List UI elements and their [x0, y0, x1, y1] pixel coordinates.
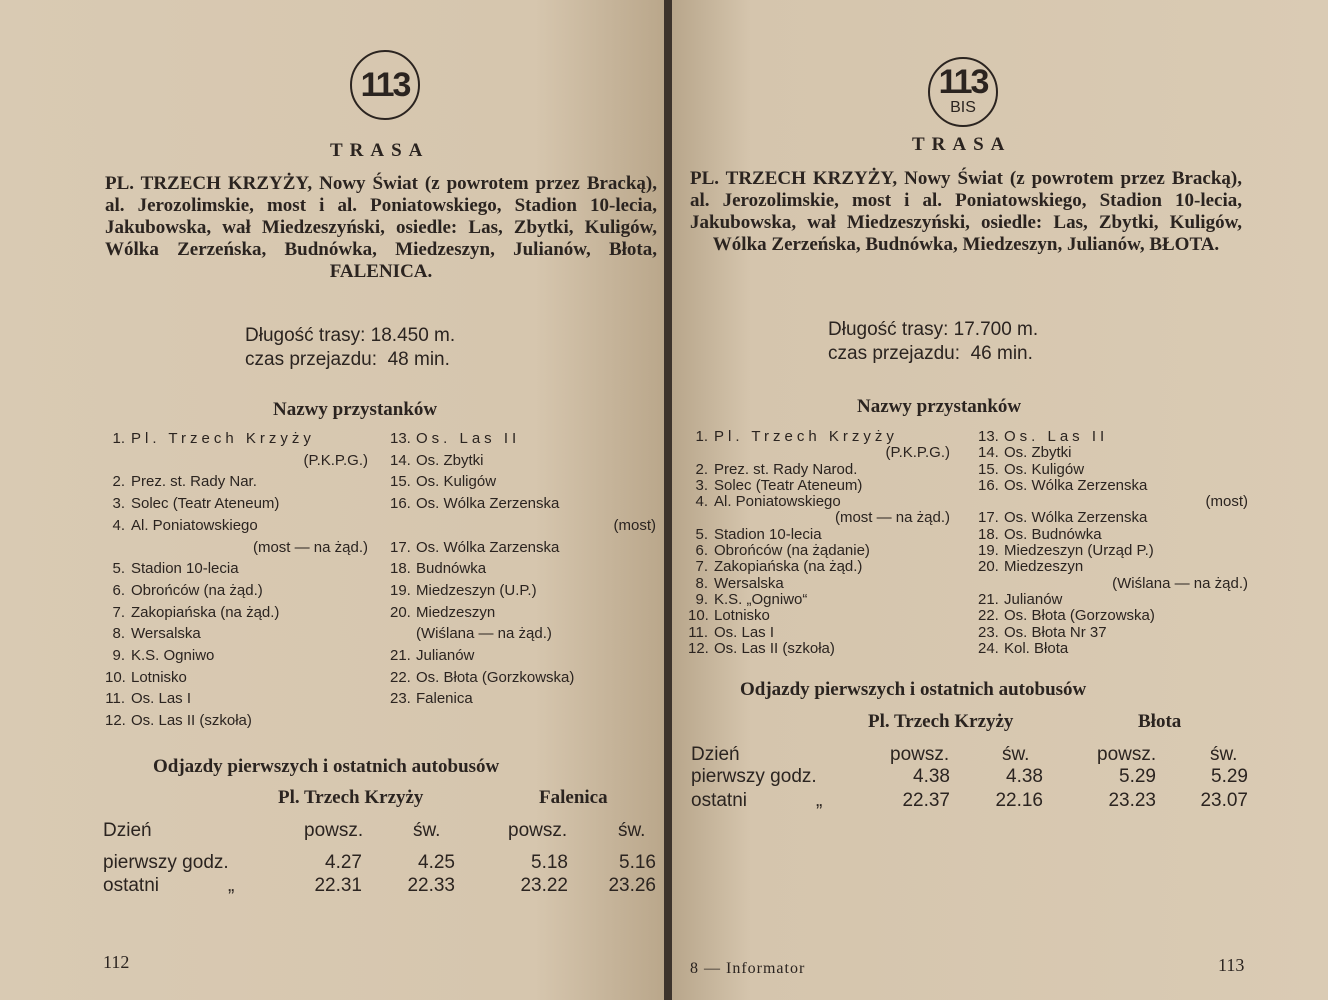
stop-name: Pl. Trzech Krzyży	[714, 428, 898, 445]
stop-number: 12.	[688, 639, 709, 657]
dep-first-4: 5.29	[1211, 766, 1248, 787]
dep-to: Błota	[1138, 711, 1182, 732]
stop-number: 2.	[112, 473, 125, 491]
stop-name: Solec (Teatr Ateneum)	[131, 495, 280, 513]
stop-item	[105, 580, 368, 602]
dep-last-4: 23.26	[608, 875, 656, 896]
stop-name: Miedzeszyn (Urząd P.)	[1004, 542, 1154, 560]
stop-name-block	[125, 710, 368, 732]
stop-name-continuation: (P.K.P.G.)	[885, 444, 950, 462]
stop-name-block	[998, 445, 1248, 461]
stop-name: Solec (Teatr Ateneum)	[714, 476, 863, 494]
stops-heading: Nazwy przystanków	[273, 399, 438, 420]
stop-name: Al. Poniatowskiego	[714, 493, 841, 511]
stop-name-block	[125, 428, 368, 471]
stop-name: Kol. Błota	[1004, 639, 1069, 657]
stop-item	[688, 543, 950, 559]
stop-name: Os. Kuligów	[1004, 460, 1085, 478]
dep-col-4: św.	[1210, 744, 1238, 765]
stop-number: 5.	[695, 525, 708, 543]
stop-number: 22.	[390, 668, 411, 686]
length-value: 17.700 m.	[953, 319, 1039, 340]
page-number: 113	[1218, 955, 1245, 975]
stop-number: 8.	[112, 625, 125, 643]
dep-col-1: powsz.	[304, 820, 364, 841]
stop-name: Falenica	[416, 690, 473, 708]
stop-name-block	[998, 429, 1248, 445]
dep-last-1: 22.31	[314, 875, 362, 896]
stop-item	[105, 645, 368, 667]
stop-item	[978, 478, 1248, 511]
stop-name-block	[998, 462, 1248, 478]
dep-first-3: 5.18	[531, 852, 568, 873]
stop-name-block	[708, 625, 950, 641]
stop-name-block	[998, 478, 1248, 511]
stop-number: 20.	[978, 558, 999, 576]
stops-heading: Nazwy przystanków	[857, 396, 1022, 417]
stop-name: Stadion 10-lecia	[131, 560, 239, 578]
stop-name: Zakopiańska (na żąd.)	[714, 558, 863, 576]
stop-item	[688, 641, 950, 657]
stop-name-block	[708, 592, 950, 608]
stop-number: 17.	[390, 538, 411, 556]
stop-item	[978, 608, 1248, 624]
stop-number: 2.	[695, 460, 708, 478]
stop-name: Os. Zbytki	[1004, 444, 1072, 462]
stop-number: 16.	[390, 495, 411, 513]
dep-from: Pl. Trzech Krzyży	[868, 711, 1014, 732]
route-heading: TRASA	[912, 134, 1012, 155]
stop-number: 3.	[112, 495, 125, 513]
dep-to: Falenica	[539, 787, 608, 808]
dep-ditto: „	[228, 875, 235, 896]
route-heading: TRASA	[330, 140, 430, 161]
stop-number: 14.	[978, 444, 999, 462]
stop-name: Zakopiańska (na żąd.)	[131, 603, 280, 621]
stop-name-continuation: (most)	[1205, 493, 1248, 511]
dep-last-4: 23.07	[1200, 790, 1248, 811]
dep-last-label: ostatni	[103, 875, 159, 896]
stop-name-block	[708, 608, 950, 624]
stop-name: Budnówka	[416, 560, 487, 578]
stop-name-block	[125, 667, 368, 689]
stop-number: 15.	[978, 460, 999, 478]
stop-name-block	[410, 580, 656, 602]
dep-col-2: św.	[413, 820, 441, 841]
page-right	[672, 0, 1328, 1000]
stop-number: 7.	[112, 603, 125, 621]
stop-name: Miedzeszyn	[1004, 558, 1084, 576]
route-meta	[245, 324, 455, 372]
stop-item	[390, 471, 656, 493]
stop-item	[978, 429, 1248, 445]
stop-item	[978, 592, 1248, 608]
stop-item	[390, 450, 656, 472]
stop-name: Al. Poniatowskiego	[131, 516, 258, 534]
stop-item	[978, 510, 1248, 526]
stop-name-continuation: (Wiślana — na żąd.)	[1112, 574, 1248, 592]
dep-first-2: 4.25	[418, 852, 455, 873]
page-footer: 8 — Informator	[690, 960, 806, 977]
dep-first-1: 4.27	[325, 852, 362, 873]
dep-last-3: 23.23	[1108, 790, 1156, 811]
stop-item	[688, 625, 950, 641]
length-label: Długość trasy:	[828, 319, 949, 340]
stop-item	[688, 494, 950, 527]
dep-last-2: 22.16	[995, 790, 1043, 811]
stop-name: Os. Budnówka	[1004, 525, 1102, 543]
dep-day-label: Dzień	[691, 744, 740, 765]
dep-last-3: 23.22	[520, 875, 568, 896]
dep-from: Pl. Trzech Krzyży	[278, 787, 424, 808]
stop-name-block	[125, 645, 368, 667]
time-label: czas przejazdu:	[245, 349, 378, 370]
stop-name-block	[125, 602, 368, 624]
stop-name: Os. Zbytki	[416, 451, 484, 469]
dep-col-2: św.	[1002, 744, 1030, 765]
stop-number: 13.	[978, 428, 999, 445]
stop-number: 4.	[112, 516, 125, 534]
stop-number: 11.	[105, 690, 125, 708]
stop-item	[688, 462, 950, 478]
dep-first-4: 5.16	[619, 852, 656, 873]
stop-name: Obrońców (na żąd.)	[131, 581, 263, 599]
time-value: 46 min.	[970, 343, 1033, 364]
route-number-badge	[928, 57, 998, 127]
stop-name-block	[998, 625, 1248, 641]
stop-name: Os. Wólka Zarzenska	[416, 538, 560, 556]
stop-name-block	[708, 641, 950, 657]
stop-name-block	[708, 494, 950, 527]
dep-ditto: „	[816, 790, 823, 811]
stop-name-block	[998, 527, 1248, 543]
stop-number: 13.	[390, 430, 411, 447]
stop-name-block	[708, 478, 950, 494]
dep-first-1: 4.38	[913, 766, 950, 787]
route-number: 113	[938, 63, 988, 101]
stop-item	[390, 602, 656, 645]
stop-name-block	[410, 428, 656, 450]
stop-item	[978, 625, 1248, 641]
length-label: Długość trasy:	[245, 325, 366, 346]
stop-item	[390, 558, 656, 580]
stop-number: 22.	[978, 607, 999, 625]
stops-list-col2	[390, 428, 656, 710]
stop-number: 9.	[695, 590, 708, 608]
stop-number: 1.	[112, 430, 125, 447]
stop-name: Os. Las I	[714, 623, 775, 641]
stop-number: 23.	[390, 690, 411, 708]
stop-number: 9.	[112, 647, 125, 665]
dep-last-label: ostatni	[691, 790, 747, 811]
stop-number: 4.	[695, 493, 708, 511]
route-description: PL. TRZECH KRZYŻY, Nowy Świat (z powrotem przez Bracką), al. Jerozolimskie, most i al. Poniatowskiego, Stadion 10-lecia, Jakubowska, wał Miedzeszyński, osiedle: Las, Zbytki, Kuligów, Wólka Zerzeńska, Budnówka, Miedzeszyn, Julianów, BŁOTA.	[690, 168, 1242, 255]
stop-name-block	[708, 527, 950, 543]
route-number: 113	[360, 66, 410, 104]
stop-name-block	[998, 641, 1248, 657]
page-number: 112	[103, 952, 130, 972]
stop-item	[105, 428, 368, 471]
stop-number: 21.	[978, 590, 999, 608]
stop-name: Os. Wólka Zerzenska	[1004, 509, 1148, 527]
stop-name: Os. Wólka Zerzenska	[416, 495, 560, 513]
stop-name: Wersalska	[714, 574, 784, 592]
stop-item	[688, 429, 950, 462]
stop-name: Miedzeszyn (U.P.)	[416, 581, 537, 599]
dep-last-2: 22.33	[407, 875, 455, 896]
stop-number: 1.	[695, 428, 708, 445]
stop-number: 10.	[688, 607, 709, 625]
stop-name: Stadion 10-lecia	[714, 525, 822, 543]
stop-number: 3.	[695, 476, 708, 494]
stop-number: 24.	[978, 639, 999, 657]
dep-first-label: pierwszy godz.	[691, 766, 817, 787]
stop-number: 6.	[112, 581, 125, 599]
stops-list-col2	[978, 429, 1248, 657]
stop-number: 18.	[978, 525, 999, 543]
stop-name: Obrońców (na żądanie)	[714, 542, 870, 560]
stop-name: Pl. Trzech Krzyży	[131, 430, 315, 447]
stop-name: Os. Błota (Gorzkowska)	[416, 668, 575, 686]
departures-heading: Odjazdy pierwszych i ostatnich autobusów	[153, 756, 500, 777]
stop-name-block	[708, 429, 950, 462]
stop-item	[978, 527, 1248, 543]
dep-col-3: powsz.	[508, 820, 568, 841]
stop-item	[390, 667, 656, 689]
stop-name: Os. Las II	[416, 430, 521, 447]
stop-number: 8.	[695, 574, 708, 592]
stop-number: 19.	[978, 542, 999, 560]
stop-number: 20.	[390, 603, 411, 621]
stop-item	[105, 667, 368, 689]
stop-name-block	[125, 688, 368, 710]
stop-number: 12.	[105, 712, 126, 730]
stops-list-col1	[105, 428, 368, 732]
stop-name-continuation: (most)	[613, 516, 656, 534]
time-label: czas przejazdu:	[828, 343, 961, 364]
stop-name-continuation: (most — na żąd.)	[834, 509, 950, 527]
length-value: 18.450 m.	[370, 325, 456, 346]
stop-name-continuation: (P.K.P.G.)	[303, 451, 368, 469]
stop-name: Os. Wólka Zerzenska	[1004, 476, 1148, 494]
stop-number: 10.	[105, 668, 126, 686]
time-value: 48 min.	[387, 349, 450, 370]
stop-number: 5.	[112, 560, 125, 578]
dep-col-4: św.	[618, 820, 646, 841]
stop-item	[978, 445, 1248, 461]
route-meta	[828, 318, 1038, 366]
stop-name-continuation: (most — na żąd.)	[252, 538, 368, 556]
stop-name: Julianów	[1004, 590, 1063, 608]
stop-item	[688, 576, 950, 592]
stop-item	[390, 580, 656, 602]
stop-item	[105, 623, 368, 645]
stop-item	[390, 537, 656, 559]
stop-number: 18.	[390, 560, 411, 578]
stop-name-block	[998, 608, 1248, 624]
stop-number: 6.	[695, 542, 708, 560]
stop-item	[978, 559, 1248, 592]
stop-item	[390, 428, 656, 450]
stop-name: Os. Błota (Gorzowska)	[1004, 607, 1155, 625]
stop-item	[688, 527, 950, 543]
stop-name-block	[125, 493, 368, 515]
route-description: PL. TRZECH KRZYŻY, Nowy Świat (z powrotem przez Bracką), al. Jerozolimskie, most i al. Poniatowskiego, Stadion 10-lecia, Jakubowska, wał Miedzeszyński, osiedle: Las, Zbytki, Kuligów, Wólka Zerzeńska, Budnówka, Miedzeszyn, Julianów, Błota, FALENICA.	[105, 173, 657, 282]
stop-name-block	[998, 510, 1248, 526]
stop-name-block	[125, 558, 368, 580]
stop-name-block	[410, 602, 656, 645]
stop-number: 23.	[978, 623, 999, 641]
departures-heading: Odjazdy pierwszych i ostatnich autobusów	[740, 679, 1087, 700]
stop-name-block	[125, 515, 368, 558]
stop-item	[105, 471, 368, 493]
stop-number: 16.	[978, 476, 999, 494]
stop-item	[688, 608, 950, 624]
dep-day-label: Dzień	[103, 820, 152, 841]
stop-number: 21.	[390, 647, 411, 665]
stop-name: Wersalska	[131, 625, 201, 643]
stop-number: 7.	[695, 558, 708, 576]
stop-name: Os. Las II (szkoła)	[131, 712, 252, 730]
route-number-suffix: BIS	[950, 99, 976, 116]
dep-col-3: powsz.	[1097, 744, 1157, 765]
stop-name: Lotnisko	[714, 607, 770, 625]
stop-item	[105, 558, 368, 580]
stop-item	[978, 641, 1248, 657]
stop-item	[105, 688, 368, 710]
stop-name: K.S. „Ogniwo“	[714, 590, 808, 608]
dep-col-1: powsz.	[890, 744, 950, 765]
stop-name-block	[998, 592, 1248, 608]
dep-first-label: pierwszy godz.	[103, 852, 229, 873]
stop-name-block	[708, 559, 950, 575]
stop-name-block	[125, 580, 368, 602]
stop-item	[390, 493, 656, 536]
stop-name-block	[708, 576, 950, 592]
stop-name: K.S. Ogniwo	[131, 647, 215, 665]
stop-item	[105, 710, 368, 732]
stop-name: Os. Las I	[131, 690, 192, 708]
stop-name-block	[998, 559, 1248, 592]
stop-item	[978, 543, 1248, 559]
stop-name-block	[410, 688, 656, 710]
stop-name: Os. Las II (szkoła)	[714, 639, 835, 657]
stop-number: 19.	[390, 581, 411, 599]
stop-item	[105, 493, 368, 515]
stop-name: Miedzeszyn	[416, 603, 496, 621]
stop-item	[105, 602, 368, 624]
stop-name-block	[410, 537, 656, 559]
stop-name-block	[410, 450, 656, 472]
stop-item	[688, 592, 950, 608]
stop-name: Prez. st. Rady Nar.	[131, 473, 257, 491]
stop-number: 14.	[390, 451, 411, 469]
stop-name-block	[410, 667, 656, 689]
stop-item	[688, 559, 950, 575]
stop-name-block	[125, 623, 368, 645]
stop-item	[105, 515, 368, 558]
stop-name: Os. Błota Nr 37	[1004, 623, 1107, 641]
stop-name: Os. Kuligów	[416, 473, 497, 491]
stop-name-block	[708, 543, 950, 559]
stop-name-block	[125, 471, 368, 493]
dep-first-3: 5.29	[1119, 766, 1156, 787]
stop-number: 11.	[688, 623, 708, 641]
stop-name: Julianów	[416, 647, 475, 665]
stop-name-block	[998, 543, 1248, 559]
stop-item	[390, 688, 656, 710]
stop-name: Os. Las II	[1004, 428, 1109, 445]
stops-list-col1	[688, 429, 950, 657]
stop-name: Prez. st. Rady Narod.	[714, 460, 858, 478]
stop-name-continuation: (Wiślana — na żąd.)	[416, 625, 552, 643]
stop-number: 15.	[390, 473, 411, 491]
stop-number: 17.	[978, 509, 999, 527]
stop-item	[978, 462, 1248, 478]
stop-name-block	[410, 471, 656, 493]
stop-name-block	[410, 558, 656, 580]
stop-name: Lotnisko	[131, 668, 187, 686]
stop-name-block	[410, 645, 656, 667]
dep-last-1: 22.37	[902, 790, 950, 811]
route-number-badge	[350, 50, 420, 120]
stop-name-block	[410, 493, 656, 536]
stop-name-block	[708, 462, 950, 478]
dep-first-2: 4.38	[1006, 766, 1043, 787]
stop-item	[390, 645, 656, 667]
stop-item	[688, 478, 950, 494]
